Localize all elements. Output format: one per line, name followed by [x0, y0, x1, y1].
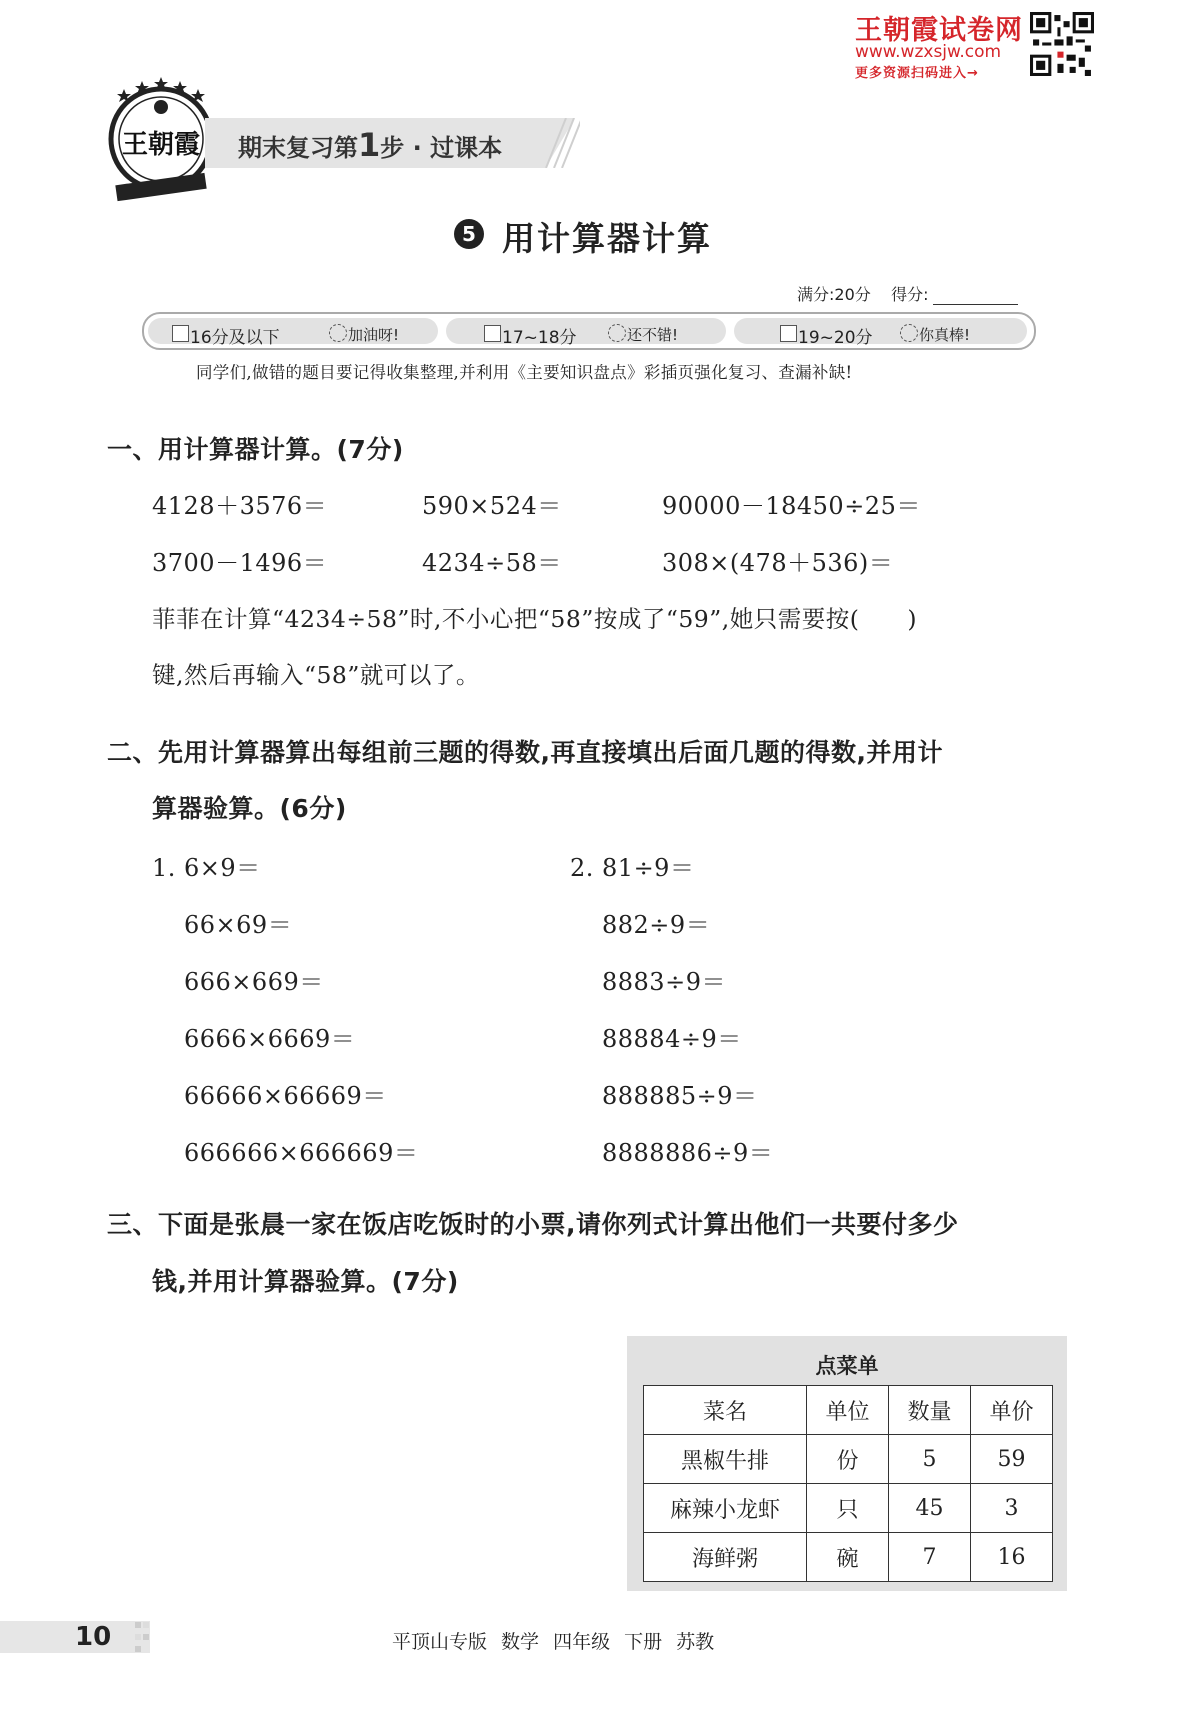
menu-cell: 海鲜粥 [644, 1533, 807, 1582]
menu-header-cell: 单位 [807, 1386, 889, 1435]
qr-code-icon[interactable] [1030, 12, 1094, 76]
banner-title [238, 126, 502, 164]
logo-text: 王朝霞 [121, 130, 201, 160]
banner-prefix: 期末复习第 [238, 134, 358, 162]
footer-info: 平顶山专版 数学 四年级 下册 苏教 [392, 1631, 715, 1653]
q1-heading: 一、用计算器计算。(7分) [107, 435, 404, 464]
q2-g1-item: 66666×66669＝ [184, 1082, 387, 1110]
menu-table [643, 1385, 1053, 1582]
banner-step-number: 1 [358, 126, 381, 164]
q2-g1-item: 666×669＝ [184, 968, 324, 996]
q1-expr-4: 3700－1496＝ [152, 549, 328, 577]
happy-face-icon [900, 324, 918, 342]
logo-badge-icon [102, 75, 220, 203]
rating-range-1: 16分及以下 [190, 328, 280, 348]
q2-heading-line2: 算器验算。(6分) [152, 794, 347, 823]
banner-suffix: 步 · 过课本 [380, 134, 503, 162]
q2-g2-item: 8883÷9＝ [602, 968, 726, 996]
menu-cell: 45 [889, 1484, 971, 1533]
table-row [644, 1533, 1053, 1582]
q1-expr-2: 590×524＝ [422, 492, 562, 520]
menu-cell: 16 [971, 1533, 1053, 1582]
q2-g2-item: 88884÷9＝ [602, 1025, 742, 1053]
menu-header-row [644, 1386, 1053, 1435]
score-label: 得分: [891, 285, 929, 304]
rating-word-3: 你真棒! [919, 326, 971, 344]
rating-bar [142, 312, 1036, 350]
q1-expr-3: 90000－18450÷25＝ [662, 492, 921, 520]
menu-header-cell: 菜名 [644, 1386, 807, 1435]
menu-cell: 只 [807, 1484, 889, 1533]
rating-range-3: 19~20分 [798, 328, 873, 348]
menu-header-cell: 单价 [971, 1386, 1053, 1435]
score-input[interactable] [933, 288, 1018, 305]
menu-cell: 麻辣小龙虾 [644, 1484, 807, 1533]
cheer-face-icon [329, 324, 347, 342]
q2-g2-item: 8888886÷9＝ [602, 1139, 774, 1167]
menu-cell: 份 [807, 1435, 889, 1484]
q1-paragraph-line1: 菲菲在计算“4234÷58”时,不小心把“58”按成了“59”,她只需要按( ) [152, 605, 918, 633]
table-row [644, 1435, 1053, 1484]
rating-word-2: 还不错! [627, 326, 679, 344]
footer-squares [134, 1620, 150, 1654]
rating-segment-3 [734, 318, 1027, 344]
rating-word-1: 加油呀! [348, 326, 400, 344]
page-title: 用计算器计算 [502, 219, 712, 258]
banner-stripes [540, 118, 580, 168]
rating-range-2: 17~18分 [502, 328, 577, 348]
q2-g2-item: 882÷9＝ [602, 911, 711, 939]
menu-cell: 碗 [807, 1533, 889, 1582]
smile-face-icon [608, 324, 626, 342]
q1-expr-1: 4128＋3576＝ [152, 492, 328, 520]
q1-paragraph-line2: 键,然后再输入“58”就可以了。 [152, 661, 480, 689]
q2-g2-item: 2. 81÷9＝ [570, 854, 695, 882]
menu-title: 点菜单 [815, 1354, 879, 1378]
q2-heading-line1: 二、先用计算器算出每组前三题的得数,再直接填出后面几题的得数,并用计 [107, 738, 943, 767]
brand-title: 王朝霞试卷网 [855, 15, 1023, 46]
q1-expr-5: 4234÷58＝ [422, 549, 562, 577]
q2-g1-item: 666666×666669＝ [184, 1139, 419, 1167]
table-row [644, 1484, 1053, 1533]
q1-expr-6: 308×(478＋536)＝ [662, 549, 894, 577]
q3-heading-line2: 钱,并用计算器验算。(7分) [152, 1267, 459, 1296]
score-line [797, 282, 1018, 305]
rating-checkbox-3[interactable] [780, 325, 797, 342]
menu-cell: 59 [971, 1435, 1053, 1484]
q2-g2-item: 888885÷9＝ [602, 1082, 758, 1110]
lesson-number-badge: 5 [454, 219, 484, 249]
q2-g1-item: 66×69＝ [184, 911, 293, 939]
menu-cell: 5 [889, 1435, 971, 1484]
brand-url[interactable]: www.wzxsjw.com [855, 42, 1002, 62]
rating-checkbox-2[interactable] [484, 325, 501, 342]
q2-g1-item: 1. 6×9＝ [152, 854, 261, 882]
q2-g1-item: 6666×6669＝ [184, 1025, 356, 1053]
rating-checkbox-1[interactable] [172, 325, 189, 342]
menu-cell: 7 [889, 1533, 971, 1582]
page-number: 10 [75, 1622, 112, 1652]
menu-cell: 3 [971, 1484, 1053, 1533]
menu-header-cell: 数量 [889, 1386, 971, 1435]
menu-cell: 黑椒牛排 [644, 1435, 807, 1484]
tip-text: 同学们,做错的题目要记得收集整理,并利用《主要知识盘点》彩插页强化复习、查漏补缺! [196, 363, 853, 382]
full-score: 满分:20分 [797, 285, 871, 304]
q3-heading-line1: 三、下面是张晨一家在饭店吃饭时的小票,请你列式计算出他们一共要付多少 [107, 1210, 959, 1239]
brand-note: 更多资源扫码进入→ [855, 66, 979, 81]
